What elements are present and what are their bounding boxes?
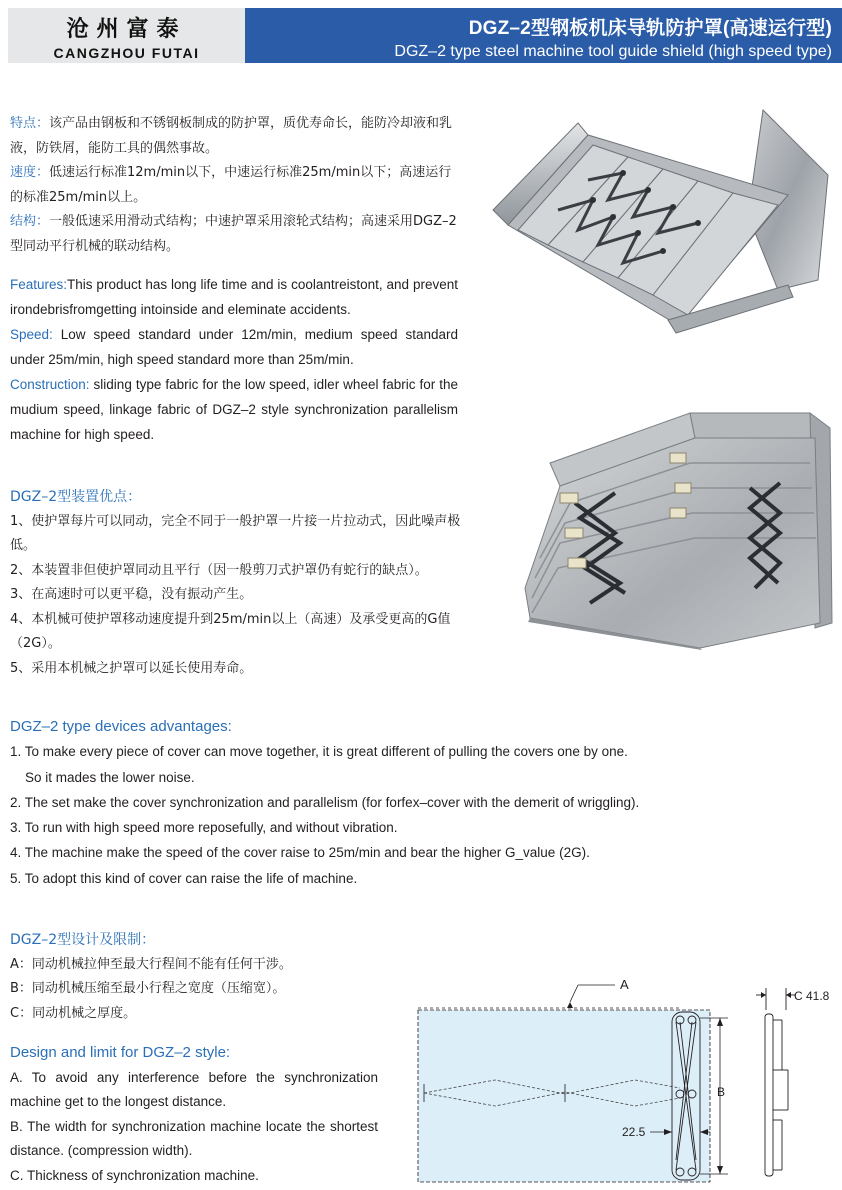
dimension-diagram (410, 970, 842, 1185)
label-b: B (717, 1085, 726, 1099)
arrow-a (567, 1002, 573, 1008)
intro-en-features: Features:This product has long life time and is coolantreistont, and prevent irondebrisfromgetting intoinside and eleminate accidents. (10, 277, 458, 317)
advantages-cn-item: 1、使护罩每片可以同动，完全不同于一般护罩一片接一片拉动式，因此噪声极低。 (10, 513, 461, 553)
advantages-en-item: So it mades the lower noise. (25, 769, 195, 785)
page-title-en: DGZ–2 type steel machine tool guide shield (high speed type) (394, 43, 832, 60)
label-a-leader-diag (570, 985, 578, 1002)
side-view (756, 988, 796, 1176)
advantages-cn-title: DGZ–2型装置优点： (10, 489, 142, 505)
design-en-item: C. Thickness of synchronization machine. (10, 1167, 259, 1183)
guide-shield-photo-1 (488, 105, 840, 335)
design-en-item: A. To avoid any interference before the synchronization machine get to the longest distance. (10, 1069, 378, 1109)
dim-c-arrow-right (786, 992, 791, 998)
advantages-cn-item: 4、本机械可使护罩移动速度提升到25m/min以上（高速）及承受更高的G值（2G）。 (10, 611, 451, 651)
design-cn-title: DGZ–2型设计及限制： (10, 932, 156, 948)
intro-cn-speed: 速度：低速运行标准12m/min以下，中速运行标准25m/min以下；高速运行的标准25m/min以上。 (10, 165, 452, 205)
title-banner (245, 8, 842, 63)
design-en-item: B. The width for synchronization machine locate the shortest distance. (compression width). (10, 1118, 378, 1158)
design-cn-item: B：同动机械压缩至最小行程之宽度（压缩宽）。 (10, 981, 286, 996)
dim-b-arrow-bottom (717, 1166, 723, 1174)
design-en (10, 1041, 378, 1188)
advantages-cn-item: 5、采用本机械之护罩可以延长使用寿命。 (10, 660, 253, 676)
company-name-en: CANGZHOU FUTAI (53, 45, 200, 61)
cover-panel (418, 1010, 710, 1182)
intro-cn-structure: 结构：一般低速采用滑动式结构；中速护罩采用滚轮式结构；高速采用DGZ–2型同动平行机械的联动结构。 (10, 214, 457, 254)
label-22-5: 22.5 (622, 1125, 646, 1139)
page-title-cn: DGZ–2型钢板机床导轨防护罩(高速运行型) (468, 18, 832, 39)
label-c: C 41.8 (794, 989, 830, 1003)
dim-b-arrow-top (717, 1018, 723, 1026)
advantages-en-item: 1. To make every piece of cover can move together, it is great different of pulling the covers one by one. (10, 744, 628, 760)
design-cn-item: C：同动机械之厚度。 (10, 1005, 137, 1021)
advantages-en-item: 5. To adopt this kind of cover can raise the life of machine. (10, 870, 358, 886)
advantages-en-item: 4. The machine make the speed of the cover raise to 25m/min and bear the higher G_value (2G). (10, 845, 590, 861)
advantages-en-item: 3. To run with high speed more reposefully, and without vibration. (10, 820, 398, 836)
intro-en (10, 272, 458, 447)
dim-c-arrow-left (761, 992, 766, 998)
advantages-cn-item: 3、在高速时可以更平稳，没有振动产生。 (10, 587, 253, 602)
advantages-en-title: DGZ–2 type devices advantages: (10, 718, 232, 735)
advantages-en (10, 714, 830, 891)
advantages-en-item: 2. The set make the cover synchronization and parallelism (for forfex–cover with the demerit of wriggling). (10, 794, 640, 810)
guide-shield-photo-2 (520, 408, 840, 650)
company-logo-block (8, 8, 245, 63)
advantages-cn (10, 485, 462, 681)
intro-en-speed: Speed: Low speed standard under 12m/min, medium speed standard under 25m/min, high speed standard more than 25m/min. (10, 327, 458, 367)
design-cn-item: A：同动机械拉伸至最大行程间不能有任何干涉。 (10, 956, 292, 972)
company-name-cn: 沧州富泰 (66, 16, 187, 42)
intro-en-construction: Construction: sliding type fabric for the low speed, idler wheel fabric for the mudium speed, linkage fabric of DGZ–2 style synchronization parallelism machine for high speed. (10, 377, 458, 442)
intro-cn (10, 112, 460, 259)
design-en-title: Design and limit for DGZ–2 style: (10, 1044, 231, 1061)
advantages-cn-item: 2、本装置非但使护罩同动且平行（因一般剪刀式护罩仍有蛇行的缺点）。 (10, 562, 428, 578)
label-a: A (620, 977, 629, 992)
intro-cn-features: 特点：该产品由钢板和不锈钢板制成的防护罩，质优寿命长，能防冷却液和乳液，防铁屑，能防工具的偶然事故。 (10, 116, 453, 156)
design-cn (10, 928, 400, 1026)
